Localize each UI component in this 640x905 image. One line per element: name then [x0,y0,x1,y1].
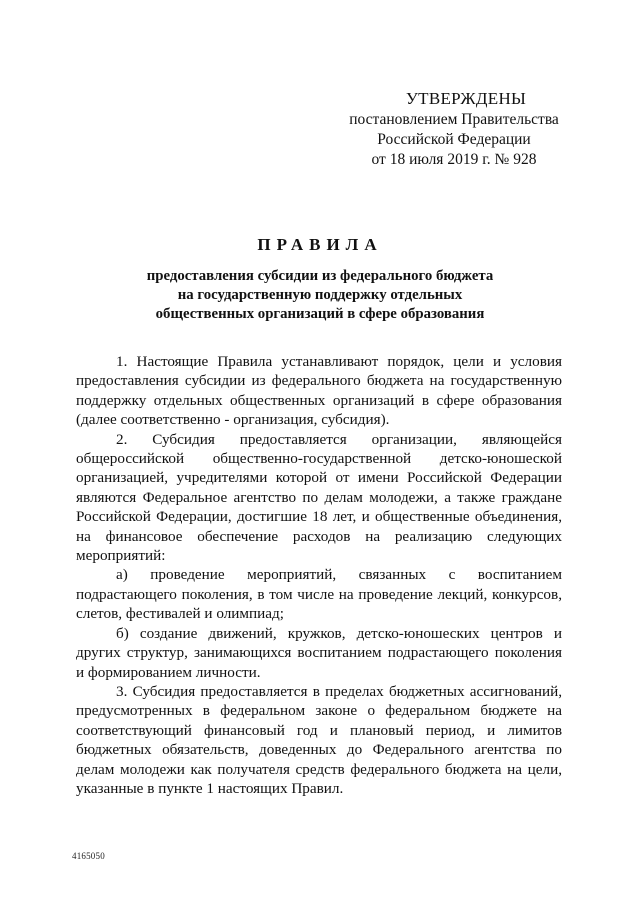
document-heading [70,233,570,324]
document-title: ПРАВИЛА [257,235,383,254]
paragraph-2: 2. Субсидия предоставляется организации, являющейся общероссийской общественно-государственной детско-юношеской организацией, учредителями которой от имени Российской Федерации являются Федеральное агентство по делам молодежи, а также граждане Российской Федерации, достигшие 18 лет, и общественные объединения, на финансовое обеспечение расходов на реализацию следующих мероприятий: [76,430,562,565]
paragraph-2a: а) проведение мероприятий, связанных с воспитанием подрастающего поколения, в том числе на проведение лекций, конкурсов, слетов, фестивалей и олимпиад; [76,566,562,623]
approval-line-2: Российской Федерации [377,131,531,148]
subtitle-line-3: общественных организаций в сфере образования [155,306,485,322]
approval-line-1: постановлением Правительства [349,111,559,128]
document-body [76,352,562,798]
paragraph-2b: б) создание движений, кружков, детско-юношеских центров и других структур, занимающихся воспитанием подрастающего поколения и формированием личности. [76,624,562,681]
paragraph-3: 3. Субсидия предоставляется в пределах бюджетных ассигнований, предусмотренных в федеральном законе о федеральном бюджете на соответствующий финансовый год и плановый период, и лимитов бюджетных обязательств, доведенных до Федерального агентства по делам молодежи как получателя средств федерального бюджета на цели, указанные в пункте 1 настоящих Правил. [76,682,562,797]
footer-document-code: 4165050 [72,851,105,861]
approval-block [348,88,560,170]
subtitle-line-1: предоставления субсидии из федерального бюджета [146,268,494,284]
approval-line-3: от 18 июля 2019 г. № 928 [371,151,537,168]
approval-stamp: УТВЕРЖДЕНЫ [405,89,527,108]
subtitle-line-2: на государственную поддержку отдельных [177,287,463,303]
document-subtitle [70,267,570,324]
paragraph-1: 1. Настоящие Правила устанавливают порядок, цели и условия предоставления субсидии из федерального бюджета на государственную поддержку отдельных общественных организаций в сфере образования (далее соответственно - организация, субсидия). [76,353,562,429]
